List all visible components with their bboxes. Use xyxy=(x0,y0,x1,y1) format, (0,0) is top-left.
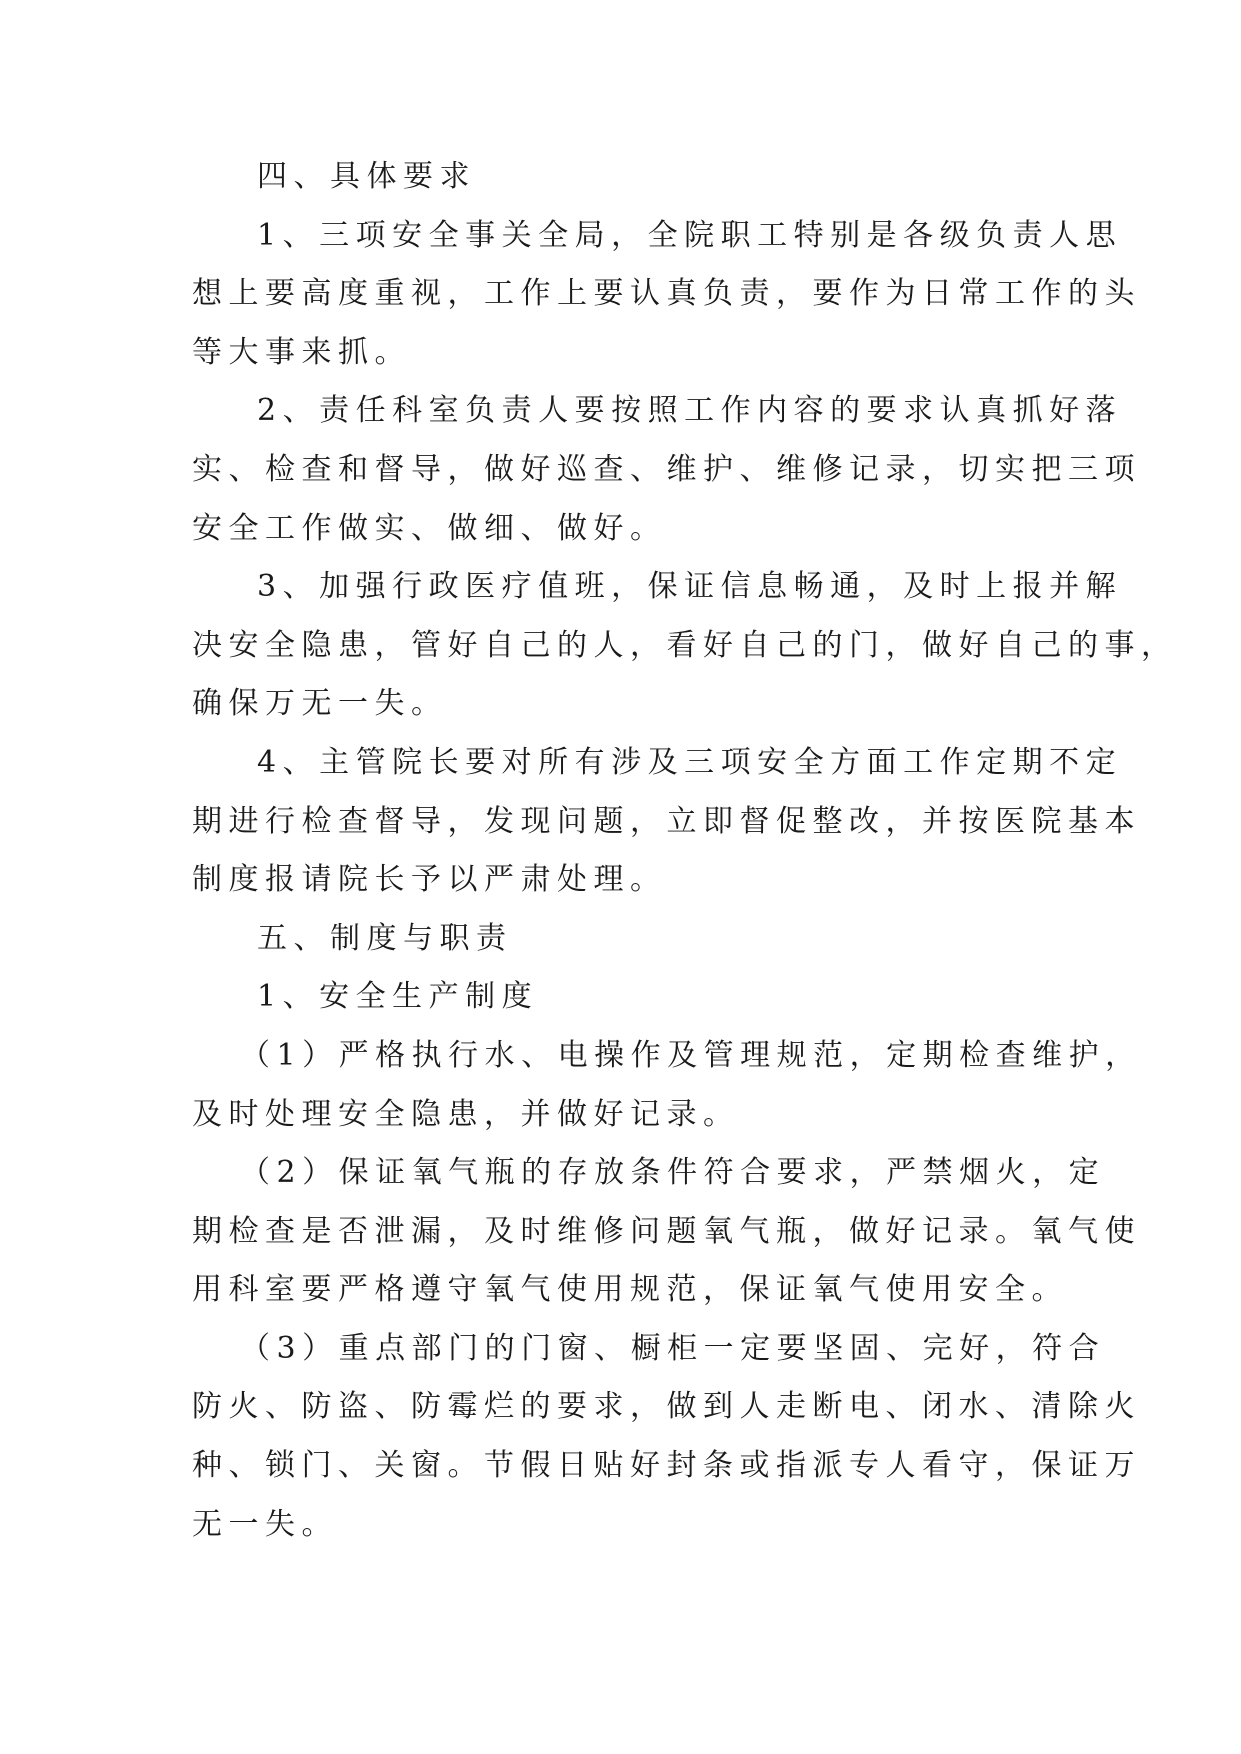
document-page xyxy=(192,148,1178,1554)
paragraph-line: 1、三项安全事关全局，全院职工特别是各级负责人思 xyxy=(257,217,1123,253)
paragraph-line: 2、责任科室负责人要按照工作内容的要求认真抓好落 xyxy=(257,393,1123,429)
paragraph-line: 期检查是否泄漏，及时维修问题氧气瓶，做好记录。氧气使 xyxy=(192,1213,1141,1249)
paragraph-line: （2）保证氧气瓶的存放条件符合要求，严禁烟火，定 xyxy=(240,1155,1106,1191)
paragraph-line: 用科室要严格遵守氧气使用规范，保证氧气使用安全。 xyxy=(192,1272,1068,1308)
paragraph-line: 实、检查和督导，做好巡查、维护、维修记录，切实把三项 xyxy=(192,451,1141,487)
section-heading-requirements: 四、具体要求 xyxy=(257,159,476,194)
paragraph-line: 4、主管院长要对所有涉及三项安全方面工作定期不定 xyxy=(257,744,1123,780)
paragraph-line: 防火、防盗、防霉烂的要求，做到人走断电、闭水、清除火 xyxy=(192,1389,1141,1425)
subsection-heading: 1、安全生产制度 xyxy=(257,979,539,1015)
paragraph-line: 安全工作做实、做细、做好。 xyxy=(192,510,667,546)
paragraph-line: 确保万无一失。 xyxy=(192,686,448,722)
section-heading-rules: 五、制度与职责 xyxy=(257,920,513,956)
paragraph-line: 制度报请院长予以严肃处理。 xyxy=(192,862,667,898)
paragraph-line: 期进行检查督导，发现问题，立即督促整改，并按医院基本 xyxy=(192,803,1141,839)
paragraph-line: （1）严格执行水、电操作及管理规范，定期检查维护， xyxy=(240,1037,1142,1073)
paragraph-line: 3、加强行政医疗值班，保证信息畅通，及时上报并解 xyxy=(257,569,1123,605)
paragraph-line: 及时处理安全隐患，并做好记录。 xyxy=(192,1096,740,1132)
paragraph-line: 想上要高度重视，工作上要认真负责，要作为日常工作的头 xyxy=(192,276,1141,312)
paragraph-line: 决安全隐患，管好自己的人，看好自己的门，做好自己的事， xyxy=(192,627,1178,663)
paragraph-line: 无一失。 xyxy=(192,1506,338,1542)
paragraph-line: 等大事来抓。 xyxy=(192,334,411,370)
paragraph-line: （3）重点部门的门窗、橱柜一定要坚固、完好，符合 xyxy=(240,1330,1106,1366)
paragraph-line: 种、锁门、关窗。节假日贴好封条或指派专人看守，保证万 xyxy=(192,1448,1141,1484)
